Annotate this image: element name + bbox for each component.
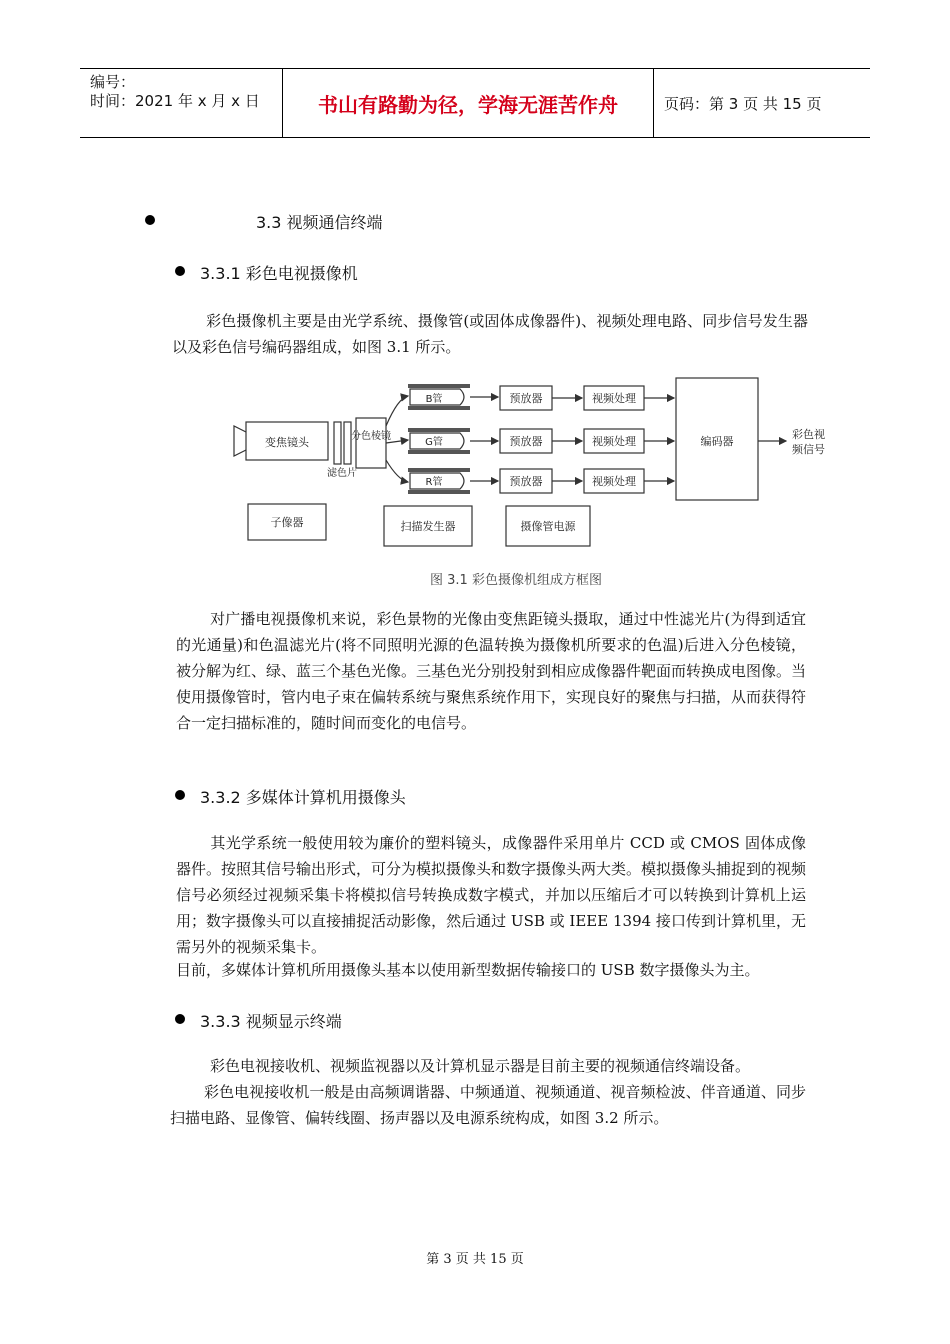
- page-header: [80, 68, 870, 138]
- bullet-3-3-1: [175, 266, 185, 276]
- sub-image-block: [248, 504, 326, 540]
- preamp-r: [500, 469, 552, 493]
- section-heading-3-3-1: 3.3.1 彩色电视摄像机: [200, 264, 358, 283]
- tube-r-label: R管: [425, 477, 443, 488]
- bullet-3-3-3: [175, 1014, 185, 1024]
- paragraph-tv-receiver: 彩色电视接收机一般是由高频调谐器、中频通道、视频通道、视音频检波、伴音通道、同步扫描电路、显像管、偏转线圈、扬声器以及电源系统构成，如图 3.2 所示。: [170, 1083, 806, 1127]
- video-proc-g-label: 视频处理: [592, 435, 636, 448]
- header-motto: 书山有路勤为径，学海无涯苦作舟: [282, 69, 654, 137]
- header-meta: [80, 69, 282, 137]
- section-heading-3-3-2: 3.3.2 多媒体计算机用摄像头: [200, 788, 406, 807]
- page-footer: 第 3 页 共 15 页: [426, 1252, 524, 1267]
- header-number: 编号：: [90, 73, 136, 91]
- paragraph-camera-intro: 彩色摄像机主要是由光学系统、摄像管(或固体成像器件)、视频处理电路、同步信号发生器以及彩色信号编码器组成，如图 3.1 所示。: [172, 312, 808, 356]
- bullet-3-3-2: [175, 790, 185, 800]
- zoom-lens-block: [234, 422, 328, 460]
- video-proc-g: [584, 429, 644, 453]
- sub-image-label: 子像器: [270, 516, 304, 529]
- section-heading-3-3-3: 3.3.3 视频显示终端: [200, 1012, 342, 1031]
- bullet-3-3: [145, 215, 155, 225]
- paragraph-display-terminals: 彩色电视接收机、视频监视器以及计算机显示器是目前主要的视频通信终端设备。: [210, 1057, 751, 1075]
- prism-block: [351, 418, 391, 468]
- paragraph-broadcast-camera: 对广播电视摄像机来说，彩色景物的光像由变焦距镜头摄取，通过中性滤光片(为得到适宜的光通量)和色温滤光片(将不同照明光源的色温转换为摄像机所要求的色温)后进入分色棱镜，被分解为红、绿、蓝三个基色光像。三基色光分别投射到相应成像器件靶面而转换成电图像。当使用摄像管时，管内电子束在偏转系统与聚焦系统作用下，实现良好的聚焦与扫描，从而获得符合一定扫描标准的，随时间而变化的电信号。: [176, 610, 807, 732]
- preamp-g-label: 预放器: [509, 435, 543, 448]
- camera-block-diagram: [228, 376, 848, 596]
- tube-power-block: [506, 506, 590, 546]
- video-proc-r: [584, 469, 644, 493]
- section-heading-3-3: 3.3 视频通信终端: [256, 213, 383, 232]
- scan-generator-block: [384, 506, 472, 546]
- tube-power-label: 摄像管电源: [520, 520, 576, 533]
- preamp-b: [500, 386, 552, 410]
- preamp-g: [500, 429, 552, 453]
- tube-b-label: B管: [425, 394, 443, 405]
- prism-label: 分色棱镜: [351, 431, 391, 442]
- encoder-label: 编码器: [700, 435, 734, 448]
- video-proc-r-label: 视频处理: [592, 475, 636, 488]
- paragraph-webcam-usb: 目前，多媒体计算机所用摄像头基本以使用新型数据传输接口的 USB 数字摄像头为主。: [176, 961, 760, 979]
- tube-g: [408, 428, 470, 454]
- output-label-line1: 彩色视: [792, 428, 825, 441]
- header-time: 时间：2021 年 x 月 x 日: [90, 92, 260, 110]
- scan-generator-label: 扫描发生器: [400, 520, 456, 533]
- encoder-block: [676, 378, 758, 500]
- preamp-r-label: 预放器: [509, 475, 543, 488]
- preamp-b-label: 预放器: [509, 392, 543, 405]
- header-page-info: 页码：第 3 页 共 15 页: [664, 94, 822, 113]
- output-label-line2: 频信号: [792, 443, 825, 456]
- tube-g-label: G管: [425, 437, 443, 448]
- tube-r: [408, 468, 470, 494]
- video-proc-b-label: 视频处理: [592, 392, 636, 405]
- filter-label: 滤色片: [327, 468, 357, 479]
- video-proc-b: [584, 386, 644, 410]
- figure-caption: 图 3.1 彩色摄像机组成方框图: [430, 573, 602, 588]
- tube-b: [408, 384, 470, 410]
- zoom-lens-label: 变焦镜头: [265, 436, 309, 449]
- paragraph-webcam: 其光学系统一般使用较为廉价的塑料镜头，成像器件采用单片 CCD 或 CMOS 固体成像器件。按照其信号输出形式，可分为模拟摄像头和数字摄像头两大类。模拟摄像头捕捉到的视频信号必须经过视频采集卡将模拟信号转换成数字模式，并加以压缩后才可以转换到计算机上运用；数字摄像头可以直接捕捉活动影像，然后通过 USB 或 IEEE 1394 接口传到计算机里，无需另外的视频采集卡。: [176, 834, 807, 956]
